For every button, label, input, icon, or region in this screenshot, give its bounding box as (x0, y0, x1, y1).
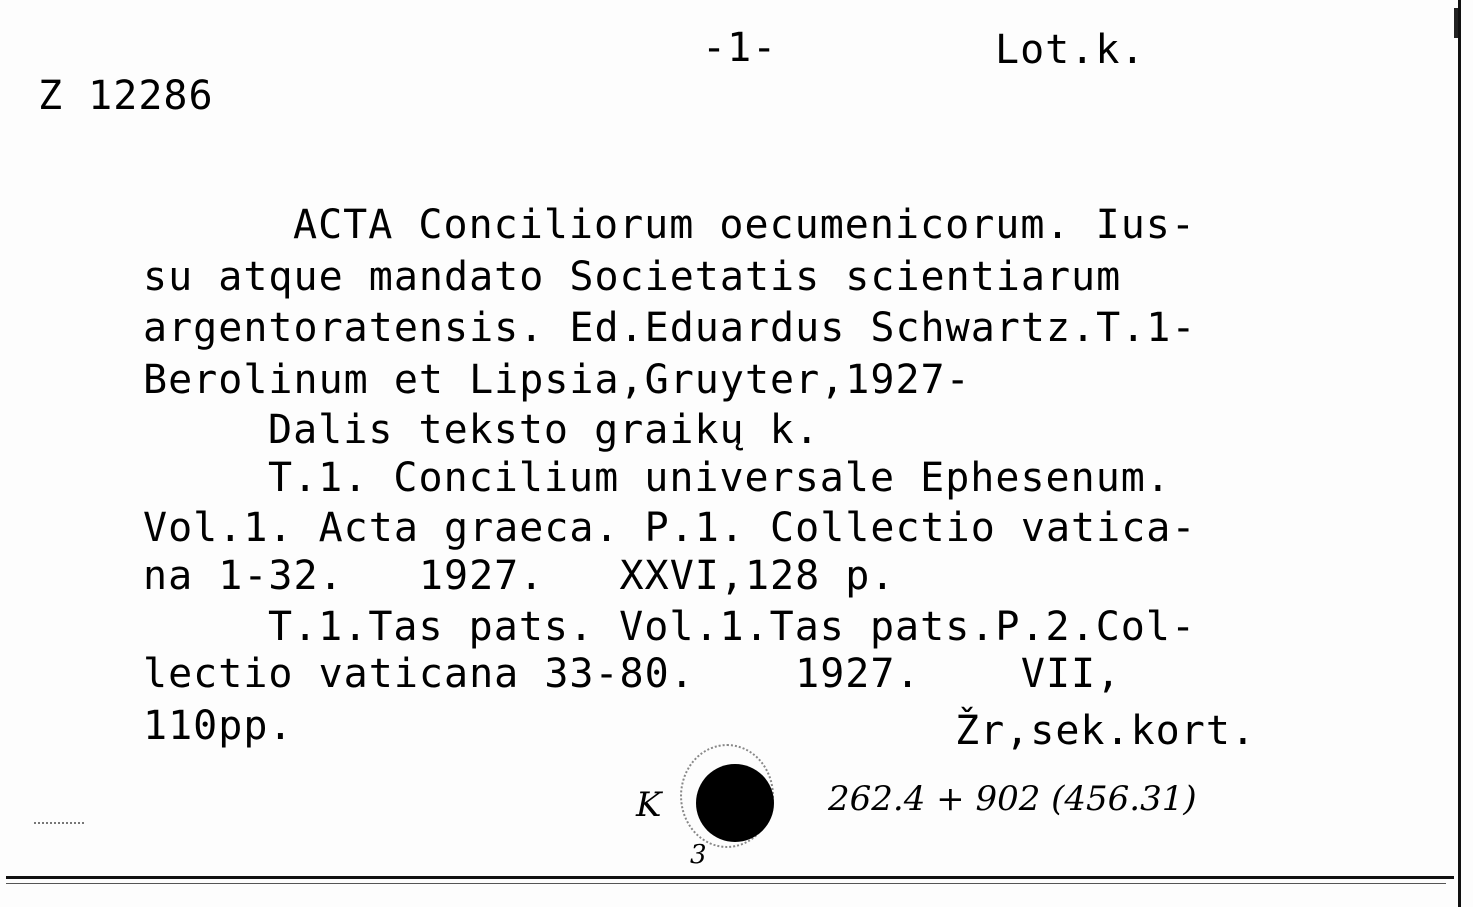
punch-hole (696, 764, 774, 842)
handwritten-classification: 262.4 + 902 (456.31) (828, 779, 1197, 819)
text-line: na 1-32. 1927. XXVI,128 p. (143, 553, 896, 599)
text-line: 110pp. (143, 703, 294, 749)
text-line: Berolinum et Lipsia,Gruyter,1927- (143, 357, 971, 403)
card-bottom-rule (6, 876, 1454, 879)
location-label: Lot.k. (995, 27, 1146, 73)
text-line: argentoratensis. Ed.Eduardus Schwartz.T.1- (143, 305, 1197, 351)
text-line: lectio vaticana 33-80. 1927. VII, (143, 651, 1122, 697)
text-line: Vol.1. Acta graeca. P.1. Collectio vatica- (143, 505, 1197, 551)
text-line: T.1. Concilium universale Ephesenum. (268, 455, 1171, 501)
card-edge-mark (1454, 8, 1458, 38)
see-also-note: Žr,sek.kort. (955, 708, 1256, 754)
text-line: T.1.Tas pats. Vol.1.Tas pats.P.2.Col- (268, 604, 1197, 650)
stain-mark (34, 822, 84, 840)
text-line: ACTA Conciliorum oecumenicorum. Ius- (293, 202, 1196, 248)
card-right-edge (1458, 0, 1461, 907)
call-number: Z 12286 (38, 73, 214, 119)
card-bottom-rule-thin (6, 883, 1446, 884)
page-marker: -1- (702, 25, 778, 71)
handwritten-mark-small: 3 (690, 840, 707, 870)
text-line: su atque mandato Societatis scientiarum (143, 254, 1122, 300)
text-line: Dalis teksto graikų k. (268, 407, 820, 453)
handwritten-mark: K (636, 785, 662, 825)
